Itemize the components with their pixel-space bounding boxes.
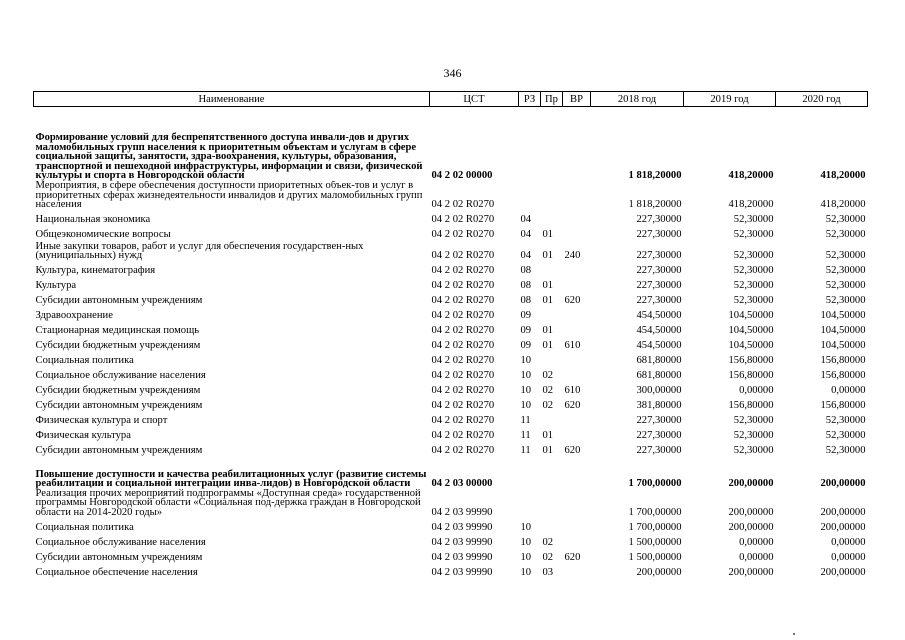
cell-cst: 04 2 03 99990: [431, 536, 493, 548]
cell-name: Повышение доступности и качества реабилитационных услуг (развитие системы реабилитации и социальной интеграции инва-лидов) в Новгородской области: [35, 468, 427, 489]
cell-cst: 04 2 03 99990: [431, 566, 493, 578]
scan-speck: [793, 633, 795, 635]
cell-2019: 52,30000: [733, 280, 774, 291]
table-row: [34, 321, 868, 336]
cell-2020: 418,20000: [820, 199, 866, 210]
cell-vr: [563, 411, 591, 426]
cell-name: Субсидии автономным учреждениям: [35, 295, 203, 306]
cell-2018: 454,50000: [636, 310, 682, 321]
table-row: [34, 210, 868, 225]
cell-pr: [541, 411, 563, 426]
cell-2020: 52,30000: [825, 250, 866, 261]
cell-2020: 52,30000: [825, 280, 866, 291]
column-header-name: Наименование: [34, 92, 430, 107]
cell-2020: 0,00000: [831, 536, 866, 548]
table-body: [34, 107, 868, 578]
cell-cst: 04 2 02 R0270: [431, 265, 495, 276]
cell-pr: [541, 261, 563, 276]
table-row: [34, 518, 868, 533]
cell-rz: 10: [520, 566, 532, 578]
cell-rz: 10: [520, 370, 532, 381]
cell-2018: 300,00000: [636, 385, 682, 396]
table-row: [34, 276, 868, 291]
cell-2019: 52,30000: [733, 415, 774, 426]
cell-name: Национальная экономика: [35, 214, 151, 225]
cell-pr: [541, 181, 563, 210]
cell-name: Физическая культура и спорт: [35, 415, 168, 426]
cell-cst: 04 2 02 R0270: [431, 199, 495, 210]
cell-vr: [563, 181, 591, 210]
cell-2020: 156,80000: [820, 370, 866, 381]
cell-2020: 52,30000: [825, 430, 866, 441]
table-row: [34, 441, 868, 456]
cell-rz: [519, 489, 541, 518]
cell-cst: 04 2 02 R0270: [431, 250, 495, 261]
table-row: [34, 396, 868, 411]
cell-pr: 01: [542, 295, 554, 306]
cell-pr: 01: [542, 430, 554, 441]
cell-vr: [563, 366, 591, 381]
cell-vr: [563, 276, 591, 291]
cell-vr: 610: [564, 385, 581, 396]
table-row: [34, 107, 868, 182]
cell-vr: [563, 225, 591, 240]
cell-vr: 620: [564, 445, 581, 456]
cell-vr: 620: [564, 295, 581, 306]
cell-cst: 04 2 02 R0270: [431, 214, 495, 225]
cell-vr: [563, 518, 591, 533]
cell-cst: 04 2 03 99990: [431, 521, 493, 533]
table-row: [34, 261, 868, 276]
cell-name: Физическая культура: [35, 430, 131, 441]
cell-2019: 0,00000: [739, 551, 774, 563]
cell-2019: 104,50000: [728, 310, 774, 321]
cell-pr: 01: [542, 250, 554, 261]
cell-pr: 03: [542, 566, 554, 578]
cell-vr: 620: [564, 400, 581, 411]
cell-2018: 454,50000: [636, 340, 682, 351]
cell-2019: 52,30000: [733, 295, 774, 306]
table-row: [34, 563, 868, 578]
cell-rz: [519, 107, 541, 182]
cell-cst: 04 2 02 R0270: [431, 445, 495, 456]
cell-vr: [563, 351, 591, 366]
cell-2019: 200,00000: [728, 521, 774, 533]
cell-2018: 1 500,00000: [628, 536, 682, 548]
budget-table: [33, 91, 868, 578]
cell-2018: 227,30000: [636, 265, 682, 276]
cell-2018: 227,30000: [636, 250, 682, 261]
cell-vr: [563, 489, 591, 518]
cell-2020: 52,30000: [825, 229, 866, 240]
cell-2020: 104,50000: [820, 340, 866, 351]
cell-2019: 104,50000: [728, 325, 774, 336]
cell-name: Общеэкономические вопросы: [35, 229, 171, 240]
cell-cst: 04 2 02 R0270: [431, 355, 495, 366]
cell-2020: 200,00000: [820, 478, 866, 489]
cell-rz: 11: [520, 445, 531, 456]
table-row: [34, 240, 868, 261]
cell-rz: 04: [520, 250, 532, 261]
cell-2018: 381,80000: [636, 400, 682, 411]
cell-name: Культура: [35, 280, 77, 291]
cell-2019: 52,30000: [733, 265, 774, 276]
cell-name: Социальное обслуживание населения: [35, 536, 206, 548]
table-row: [34, 426, 868, 441]
cell-2018: 227,30000: [636, 295, 682, 306]
cell-vr: [563, 306, 591, 321]
cell-2020: 52,30000: [825, 295, 866, 306]
cell-name: Реализация прочих мероприятий подпрограммы «Доступная среда» государственной программы Новгородской области «Социальная под-держка граждан в Новгородской области на 2014-2020 годы»: [35, 488, 421, 518]
cell-rz: 09: [520, 340, 532, 351]
cell-2019: 156,80000: [728, 370, 774, 381]
cell-2020: 200,00000: [820, 521, 866, 533]
cell-rz: 10: [520, 385, 532, 396]
cell-2020: 52,30000: [825, 445, 866, 456]
table-row: [34, 381, 868, 396]
cell-pr: 02: [542, 536, 554, 548]
cell-2019: 156,80000: [728, 355, 774, 366]
cell-2018: 1 700,00000: [628, 521, 682, 533]
cell-2020: 104,50000: [820, 310, 866, 321]
cell-vr: [563, 210, 591, 225]
cell-cst: 04 2 02 R0270: [431, 229, 495, 240]
cell-pr: 01: [542, 340, 554, 351]
cell-cst: 04 2 02 R0270: [431, 295, 495, 306]
table-row: [34, 533, 868, 548]
table-row: [34, 291, 868, 306]
table-row: [34, 366, 868, 381]
column-header-2019: 2019 год: [684, 92, 776, 107]
cell-2018: 1 818,20000: [628, 170, 682, 181]
cell-vr: [563, 261, 591, 276]
cell-pr: [541, 456, 563, 489]
cell-rz: 11: [520, 415, 531, 426]
cell-name: Субсидии бюджетным учреждениям: [35, 340, 201, 351]
cell-pr: [541, 518, 563, 533]
cell-2020: 0,00000: [831, 385, 866, 396]
table-row: [34, 489, 868, 518]
cell-vr: [563, 321, 591, 336]
cell-2018: 1 500,00000: [628, 551, 682, 563]
cell-2019: 52,30000: [733, 430, 774, 441]
cell-2018: 227,30000: [636, 430, 682, 441]
cell-pr: 01: [542, 229, 554, 240]
table-row: [34, 336, 868, 351]
column-header-rz: РЗ: [519, 92, 541, 107]
cell-vr: [563, 533, 591, 548]
cell-pr: [541, 107, 563, 182]
cell-2019: 0,00000: [739, 385, 774, 396]
cell-rz: 08: [520, 265, 532, 276]
cell-2019: 156,80000: [728, 400, 774, 411]
cell-2019: 200,00000: [728, 566, 774, 578]
cell-2018: 200,00000: [636, 566, 682, 578]
cell-rz: 10: [520, 400, 532, 411]
table-row: [34, 181, 868, 210]
cell-rz: 10: [520, 536, 532, 548]
cell-2020: 104,50000: [820, 325, 866, 336]
cell-name: Субсидии автономным учреждениям: [35, 551, 203, 563]
cell-vr: [563, 426, 591, 441]
cell-name: Стационарная медицинская помощь: [35, 325, 200, 336]
cell-2020: 418,20000: [820, 170, 866, 181]
cell-pr: [541, 306, 563, 321]
cell-name: Мероприятия, в сфере обеспечения доступности приоритетных объек-тов и услуг в приоритетных сферах жизнедеятельности инвалидов и других маломобильных групп населения: [35, 181, 423, 210]
column-header-pr: Пр: [541, 92, 563, 107]
cell-name: Субсидии автономным учреждениям: [35, 445, 203, 456]
cell-cst: 04 2 02 R0270: [431, 415, 495, 426]
cell-2018: 681,80000: [636, 355, 682, 366]
cell-2019: 52,30000: [733, 214, 774, 225]
cell-name: Иные закупки товаров, работ и услуг для обеспечения государствен-ных (муниципальных) нужд: [35, 240, 364, 261]
cell-2019: 418,20000: [728, 199, 774, 210]
cell-2019: 104,50000: [728, 340, 774, 351]
cell-name: Субсидии бюджетным учреждениям: [35, 385, 201, 396]
cell-2018: 227,30000: [636, 214, 682, 225]
cell-cst: 04 2 02 R0270: [431, 340, 495, 351]
cell-pr: 01: [542, 280, 554, 291]
cell-2019: 52,30000: [733, 250, 774, 261]
cell-rz: 04: [520, 229, 532, 240]
cell-vr: 240: [564, 250, 581, 261]
cell-rz: [519, 181, 541, 210]
cell-2018: 681,80000: [636, 370, 682, 381]
cell-cst: 04 2 02 R0270: [431, 325, 495, 336]
cell-pr: 02: [542, 551, 554, 563]
cell-pr: [541, 351, 563, 366]
cell-2018: 1 700,00000: [628, 478, 682, 489]
table-row: [34, 411, 868, 426]
cell-rz: [519, 456, 541, 489]
cell-2018: 227,30000: [636, 229, 682, 240]
cell-cst: 04 2 02 R0270: [431, 370, 495, 381]
cell-2020: 156,80000: [820, 355, 866, 366]
cell-cst: 04 2 02 R0270: [431, 385, 495, 396]
cell-pr: 02: [542, 400, 554, 411]
cell-pr: 01: [542, 325, 554, 336]
cell-rz: 04: [520, 214, 532, 225]
cell-2018: 1 700,00000: [628, 506, 682, 518]
cell-vr: [563, 107, 591, 182]
cell-2020: 52,30000: [825, 214, 866, 225]
page-number: 346: [443, 66, 462, 80]
cell-cst: 04 2 02 R0270: [431, 280, 495, 291]
cell-name: Социальная политика: [35, 521, 134, 533]
cell-cst: 04 2 02 R0270: [431, 310, 495, 321]
table-row: [34, 306, 868, 321]
cell-2019: 418,20000: [728, 170, 774, 181]
cell-2019: 200,00000: [728, 506, 774, 518]
cell-2020: 200,00000: [820, 506, 866, 518]
cell-name: Социальная политика: [35, 355, 134, 366]
cell-2020: 52,30000: [825, 415, 866, 426]
cell-cst: 04 2 02 R0270: [431, 400, 495, 411]
cell-2020: 156,80000: [820, 400, 866, 411]
cell-pr: 01: [542, 445, 554, 456]
cell-2020: 0,00000: [831, 551, 866, 563]
cell-rz: 11: [520, 430, 531, 441]
cell-2018: 227,30000: [636, 445, 682, 456]
cell-cst: 04 2 02 00000: [431, 170, 493, 181]
cell-pr: 02: [542, 370, 554, 381]
cell-name: Здравоохранение: [35, 310, 113, 321]
cell-rz: 10: [520, 355, 532, 366]
cell-rz: 08: [520, 280, 532, 291]
cell-2019: 52,30000: [733, 229, 774, 240]
cell-vr: 610: [564, 340, 581, 351]
cell-name: Социальное обслуживание населения: [35, 370, 206, 381]
cell-rz: 10: [520, 551, 532, 563]
cell-2018: 1 818,20000: [628, 199, 682, 210]
cell-2020: 52,30000: [825, 265, 866, 276]
cell-2018: 227,30000: [636, 415, 682, 426]
table-row: [34, 548, 868, 563]
table-header-row: [34, 92, 868, 107]
cell-vr: [563, 563, 591, 578]
cell-rz: 10: [520, 521, 532, 533]
cell-rz: 09: [520, 325, 532, 336]
column-header-2018: 2018 год: [591, 92, 684, 107]
column-header-2020: 2020 год: [776, 92, 868, 107]
table-row: [34, 225, 868, 240]
cell-2018: 454,50000: [636, 325, 682, 336]
cell-2019: 200,00000: [728, 478, 774, 489]
column-header-vr: ВР: [563, 92, 591, 107]
cell-name: Социальное обеспечение населения: [35, 566, 198, 578]
cell-pr: [541, 489, 563, 518]
cell-cst: 04 2 03 00000: [431, 478, 493, 489]
column-header-cst: ЦСТ: [430, 92, 519, 107]
cell-2019: 0,00000: [739, 536, 774, 548]
cell-vr: 620: [564, 551, 581, 563]
cell-vr: [563, 456, 591, 489]
cell-rz: 09: [520, 310, 532, 321]
table-row: [34, 456, 868, 489]
cell-2018: 227,30000: [636, 280, 682, 291]
cell-name: Формирование условий для беспрепятственного доступа инвали-дов и других маломобильных групп населения к приоритетным объектам и услугам в сфере социальной защиты, занятости, здра-воохранения, культуры, образования, транспортной и пешеходной инфраструктуры, информации и связи, физической культуры и спорта в Новгородской области: [35, 132, 423, 181]
cell-pr: 02: [542, 385, 554, 396]
cell-name: Субсидии автономным учреждениям: [35, 400, 203, 411]
cell-cst: 04 2 02 R0270: [431, 430, 495, 441]
cell-cst: 04 2 03 99990: [431, 506, 493, 518]
cell-pr: [541, 210, 563, 225]
cell-2020: 200,00000: [820, 566, 866, 578]
cell-2019: 52,30000: [733, 445, 774, 456]
cell-name: Культура, кинематография: [35, 265, 156, 276]
table-row: [34, 351, 868, 366]
cell-rz: 08: [520, 295, 532, 306]
cell-cst: 04 2 03 99990: [431, 551, 493, 563]
